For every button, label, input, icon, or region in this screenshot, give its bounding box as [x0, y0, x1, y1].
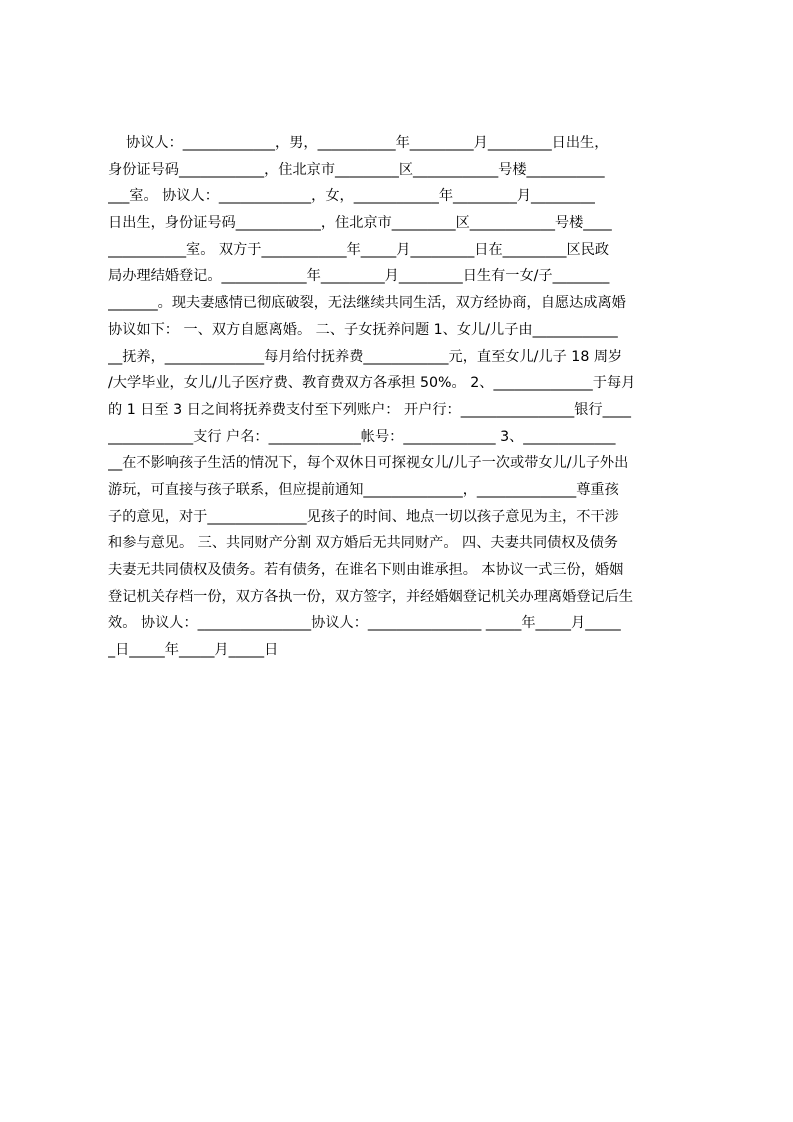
agreement-line-1: 协议人：_____________，男，___________年_________月_________日出生， [108, 135, 609, 151]
agreement-line-11: 的 1 日至 3 日之间将抚养费支付至下列账户： 开户行：________________银行____ [108, 401, 631, 418]
agreement-line-10: /大学毕业，女儿/儿子医疗费、教育费双方各承担 50%。 2、______________于每月 [108, 375, 636, 392]
agreement-line-6: 局办理结婚登记。____________年_________月_________日生有一女/子________ [108, 268, 610, 285]
agreement-line-7: _______。现夫妻感情已彻底破裂，无法继续共同生活，双方经协商，自愿达成离婚 [108, 295, 626, 312]
agreement-line-19: 效。 协议人：________________协议人：________________ _____年_____月_____ [108, 615, 621, 632]
agreement-line-14: 游玩，可直接与孩子联系，但应提前通知______________，______________尊重孩 [108, 481, 619, 498]
agreement-line-12: ____________支行 户名：_____________帐号：_____________ 3、_____________ [108, 428, 616, 445]
agreement-line-2: 身份证号码____________，住北京市_________区____________号楼___________ [108, 161, 605, 178]
agreement-line-3: ___室。 协议人：_____________，女，____________年_________月_________ [108, 188, 595, 205]
agreement-line-8: 协议如下： 一、双方自愿离婚。 二、子女抚养问题 1、女儿/儿子由____________ [108, 321, 618, 338]
agreement-line-20: _日_____年_____月_____日 [108, 642, 279, 659]
agreement-line-5: ___________室。 双方于____________年_____月_________日在_________区民政 [108, 241, 610, 258]
agreement-line-13: __在不影响孩子生活的情况下，每个双休日可探视女儿/儿子一次或带女儿/儿子外出 [108, 455, 629, 472]
agreement-line-4: 日出生，身份证号码____________，住北京市_________区____________号楼____ [108, 215, 612, 232]
agreement-body [108, 130, 698, 664]
agreement-line-18: 登记机关存档一份，双方各执一份，双方签字，并经婚姻登记机关办理离婚登记后生 [108, 588, 633, 605]
agreement-line-9: __抚养，______________每月给付抚养费____________元，直至女儿/儿子 18 周岁 [108, 348, 623, 365]
agreement-line-16: 和参与意见。 三、共同财产分割 双方婚后无共同财产。 四、夫妻共同债权及债务 [108, 535, 619, 552]
agreement-line-15: 子的意见，对于______________见孩子的时间、地点一切以孩子意见为主，不干涉 [108, 508, 619, 525]
agreement-line-17: 夫妻无共同债权及债务。若有债务，在谁名下则由谁承担。 本协议一式三份，婚姻 [108, 562, 624, 578]
